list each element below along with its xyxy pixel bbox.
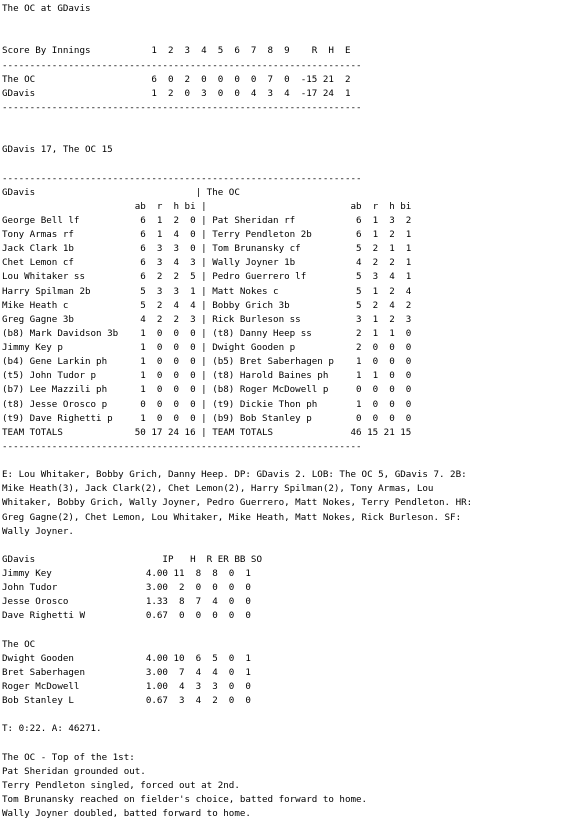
text-line: Roger McDowell 1.00 4 3 3 0 0 bbox=[2, 681, 251, 692]
text-line: GDavis | The OC bbox=[2, 186, 240, 198]
text-line: ----------------------------------------------------------------- bbox=[2, 101, 362, 113]
text-line: Tom Brunansky reached on fielder's choice, batted forward to home. bbox=[2, 794, 368, 805]
text-line: Chet Lemon cf 6 3 4 3 | Wally Joyner 1b 4 2 2 1 bbox=[2, 257, 412, 269]
text-line: Bret Saberhagen 3.00 7 4 4 0 1 bbox=[2, 666, 251, 678]
text-line: GDavis 17, The OC 15 bbox=[2, 144, 113, 156]
text-line: (b4) Gene Larkin ph 1 0 0 0 | (b5) Bret Saberhagen p 1 0 0 0 bbox=[2, 356, 412, 368]
text-line: Jesse Orosco 1.33 8 7 4 0 0 bbox=[2, 596, 251, 608]
text-line: John Tudor 3.00 2 0 0 0 0 bbox=[2, 582, 251, 594]
text-line: Wally Joyner. bbox=[2, 525, 74, 537]
text-line: Lou Whitaker ss 6 2 2 5 | Pedro Guerrero lf 5 3 4 1 bbox=[2, 271, 412, 283]
text-line: ----------------------------------------------------------------- bbox=[2, 59, 362, 71]
text-line: Greg Gagne(2), Chet Lemon, Lou Whitaker, Mike Heath, Matt Nokes, Rick Burleson. SF: bbox=[2, 511, 462, 523]
text-line: Dave Righetti W 0.67 0 0 0 0 0 bbox=[2, 610, 251, 622]
text-line: The OC at GDavis bbox=[2, 3, 91, 14]
text-line: George Bell lf 6 1 2 0 | Pat Sheridan rf 6 1 3 2 bbox=[2, 214, 412, 226]
text-line: Terry Pendleton singled, forced out at 2nd. bbox=[2, 779, 240, 791]
text-line: Bob Stanley L 0.67 3 4 2 0 0 bbox=[2, 695, 251, 707]
text-line: Tony Armas rf 6 1 4 0 | Terry Pendleton 2b 6 1 2 1 bbox=[2, 229, 412, 240]
text-line: Pat Sheridan grounded out. bbox=[2, 765, 146, 777]
text-line: (t8) Jesse Orosco p 0 0 0 0 | (t9) Dickie Thon ph 1 0 0 0 bbox=[2, 398, 412, 410]
text-line: E: Lou Whitaker, Bobby Grich, Danny Heep. DP: GDavis 2. LOB: The OC 5, GDavis 7. 2B: bbox=[2, 469, 467, 481]
text-line: ----------------------------------------------------------------- bbox=[2, 440, 362, 452]
text-line: The OC - Top of the 1st: bbox=[2, 751, 135, 763]
text-line: Score By Innings 1 2 3 4 5 6 7 8 9 R H E bbox=[2, 45, 351, 57]
text-line: Wally Joyner doubled, batted forward to home. bbox=[2, 808, 251, 820]
text-line: Harry Spilman 2b 5 3 3 1 | Matt Nokes c 5 1 2 4 bbox=[2, 285, 412, 297]
text-line: TEAM TOTALS 50 17 24 16 | TEAM TOTALS 46 15 21 15 bbox=[2, 426, 412, 438]
text-line: The OC bbox=[2, 638, 36, 650]
text-line: Whitaker, Bobby Grich, Wally Joyner, Pedro Guerrero, Matt Nokes, Terry Pendleton. HR: bbox=[2, 497, 473, 509]
text-line: T: 0:22. A: 46271. bbox=[2, 723, 102, 735]
text-line: GDavis IP H R ER BB SO bbox=[2, 553, 262, 565]
text-line: Mike Heath c 5 2 4 4 | Bobby Grich 3b 5 2 4 2 bbox=[2, 299, 412, 311]
text-line: (t5) John Tudor p 1 0 0 0 | (t8) Harold Baines ph 1 1 0 0 bbox=[2, 370, 412, 382]
text-line: (b8) Mark Davidson 3b 1 0 0 0 | (t8) Danny Heep ss 2 1 1 0 bbox=[2, 327, 412, 339]
text-line: ab r h bi | ab r h bi bbox=[2, 200, 412, 212]
text-line: (t9) Dave Righetti p 1 0 0 0 | (b9) Bob Stanley p 0 0 0 0 bbox=[2, 412, 412, 424]
text-line: The OC 6 0 2 0 0 0 0 7 0 -15 21 2 bbox=[2, 73, 351, 85]
text-line: Mike Heath(3), Jack Clark(2), Chet Lemon(2), Harry Spilman(2), Tony Armas, Lou bbox=[2, 483, 434, 495]
text-line: GDavis 1 2 0 3 0 0 4 3 4 -17 24 1 bbox=[2, 87, 351, 99]
text-line: Dwight Gooden 4.00 10 6 5 0 1 bbox=[2, 652, 251, 664]
text-line: Jimmy Key 4.00 11 8 8 0 1 bbox=[2, 568, 251, 579]
text-line: Greg Gagne 3b 4 2 2 3 | Rick Burleson ss 3 1 2 3 bbox=[2, 313, 412, 325]
text-line: Jimmy Key p 1 0 0 0 | Dwight Gooden p 2 0 0 0 bbox=[2, 342, 412, 353]
text-line: Jack Clark 1b 6 3 3 0 | Tom Brunansky cf 5 2 1 1 bbox=[2, 243, 412, 255]
text-line: ----------------------------------------------------------------- bbox=[2, 172, 362, 184]
text-line: (b7) Lee Mazzili ph 1 0 0 0 | (b8) Roger McDowell p 0 0 0 0 bbox=[2, 384, 412, 396]
